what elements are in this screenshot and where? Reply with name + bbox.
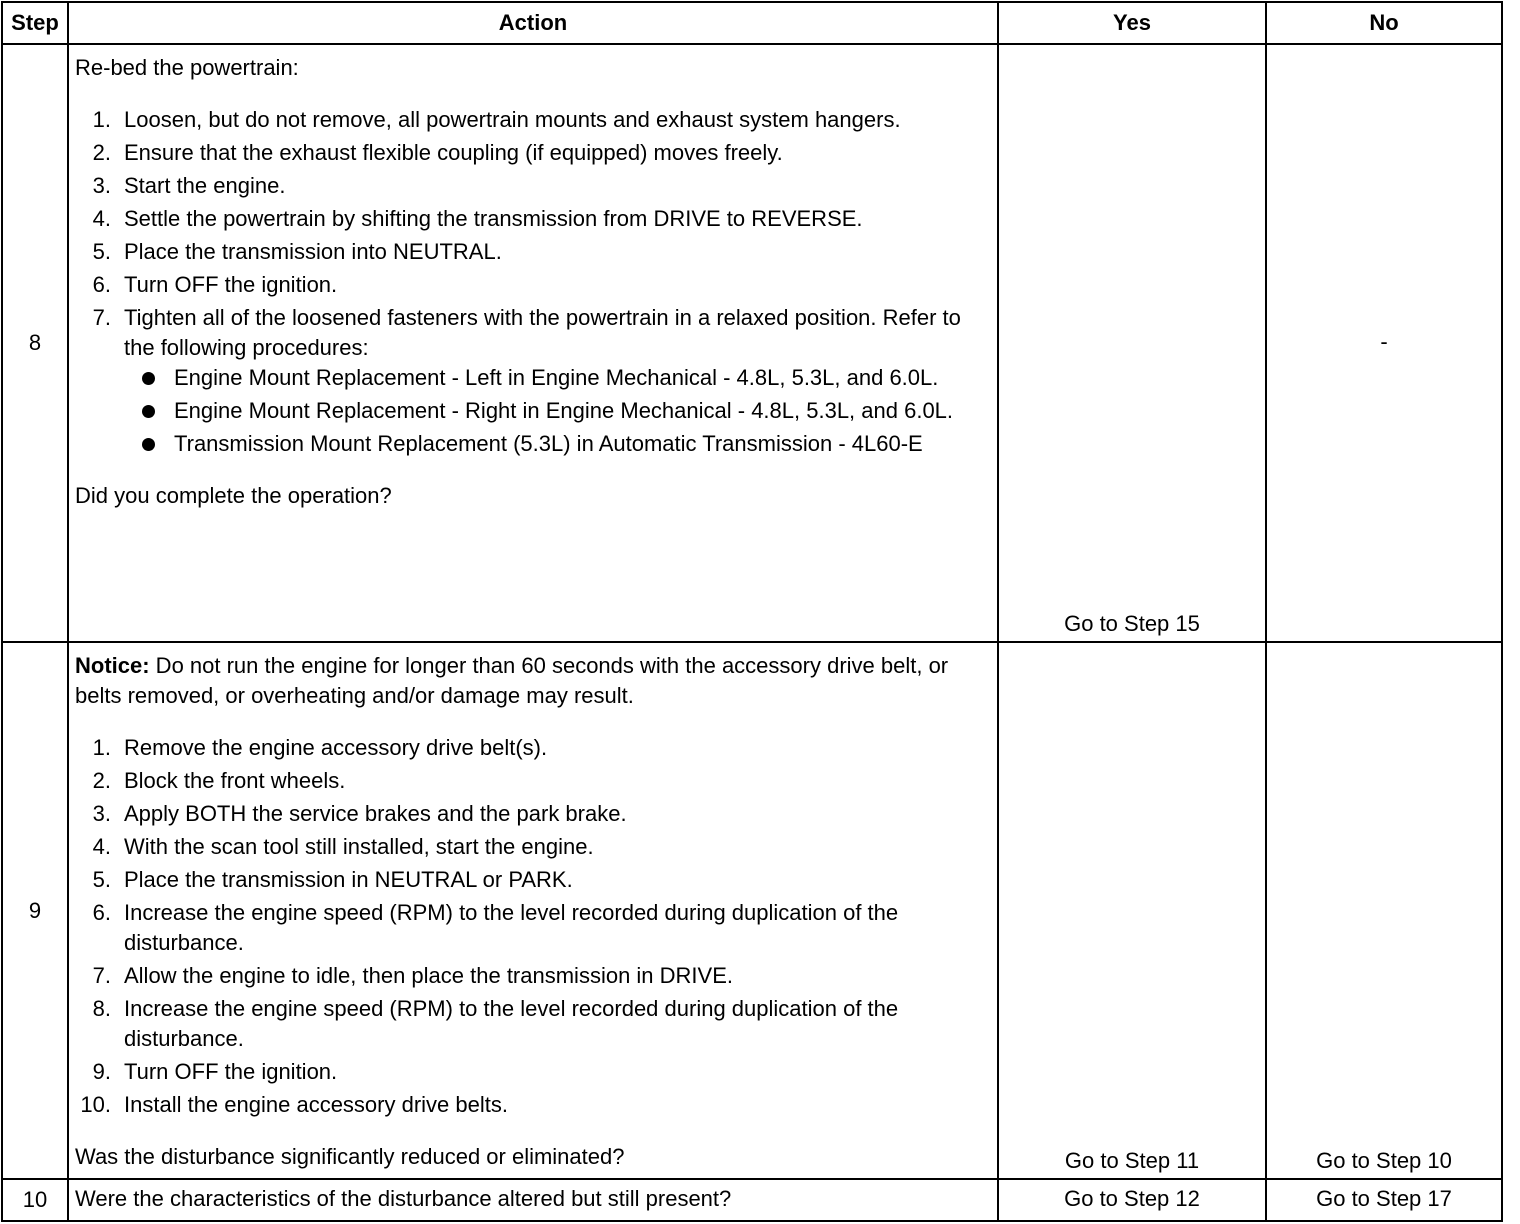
notice xyxy=(75,651,991,711)
action-cell xyxy=(68,642,998,1179)
yes-result: Go to Step 12 xyxy=(998,1179,1266,1221)
table-row xyxy=(2,44,1502,642)
step-number: 10 xyxy=(2,1179,68,1221)
reference-list xyxy=(124,363,991,459)
action-question: Did you complete the operation? xyxy=(75,483,392,508)
header-action: Action xyxy=(68,2,998,44)
list-item: 4. With the scan tool still installed, start the engine. xyxy=(92,834,594,859)
reference-item: Transmission Mount Replacement (5.3L) in Automatic Transmission - 4L60-E xyxy=(124,429,991,459)
notice-text: Do not run the engine for longer than 60 seconds with the accessory drive belt, or belts removed, or overheating and/or damage may result. xyxy=(75,653,949,708)
bullet-icon xyxy=(142,405,155,418)
list-item: 2. Ensure that the exhaust flexible coupling (if equipped) moves freely. xyxy=(92,140,783,165)
list-item: 1. Remove the engine accessory drive belt(s). xyxy=(92,735,548,760)
list-item: 1. Loosen, but do not remove, all powertrain mounts and exhaust system hangers. xyxy=(92,107,901,132)
list-item: 7. Tighten all of the loosened fasteners with the powertrain in a relaxed position. Refer to the following procedures: Engine Mount Replacement - Left in Engine Mechanical - 4.8L, 5.3L, and 6.0L. Engine Mount Replacement - Right in Engine Mechanical - 4.8L, 5.3L, and 6.0L. Transmission Mount Replacement (5.3L) in Automatic Transmission - 4L60-E xyxy=(75,303,991,459)
list-item: 5. Place the transmission in NEUTRAL or PARK. xyxy=(92,867,573,892)
table-row xyxy=(2,1179,1502,1221)
list-item: 6. Turn OFF the ignition. xyxy=(92,272,338,297)
list-item: 5. Place the transmission into NEUTRAL. xyxy=(92,239,502,264)
step-number: 8 xyxy=(2,44,68,642)
yes-result: Go to Step 11 xyxy=(998,642,1266,1179)
no-result: Go to Step 10 xyxy=(1266,642,1502,1179)
table-row xyxy=(2,642,1502,1179)
list-item: 3. Apply BOTH the service brakes and the park brake. xyxy=(92,801,627,826)
list-item: 3. Start the engine. xyxy=(92,173,286,198)
reference-item: Engine Mount Replacement - Left in Engine Mechanical - 4.8L, 5.3L, and 6.0L. xyxy=(124,363,991,393)
diagnostic-table xyxy=(1,1,1503,1222)
header-no: No xyxy=(1266,2,1502,44)
list-item: 6. Increase the engine speed (RPM) to the level recorded during duplication of the disturbance. xyxy=(92,900,899,955)
list-item: 10. Install the engine accessory drive belts. xyxy=(80,1092,508,1117)
bullet-icon xyxy=(142,372,155,385)
procedure-list xyxy=(75,733,991,1120)
action-question: Were the characteristics of the disturbance altered but still present? xyxy=(68,1179,998,1221)
list-item: 4. Settle the powertrain by shifting the transmission from DRIVE to REVERSE. xyxy=(92,206,863,231)
header-row xyxy=(2,2,1502,44)
bullet-icon xyxy=(142,438,155,451)
action-question: Was the disturbance significantly reduced or eliminated? xyxy=(75,1144,625,1169)
no-result: Go to Step 17 xyxy=(1266,1179,1502,1221)
list-item: 8. Increase the engine speed (RPM) to the level recorded during duplication of the disturbance. xyxy=(92,996,899,1051)
notice-label: Notice: xyxy=(75,653,150,678)
yes-result: Go to Step 15 xyxy=(998,44,1266,642)
step-number: 9 xyxy=(2,642,68,1179)
header-yes: Yes xyxy=(998,2,1266,44)
reference-item: Engine Mount Replacement - Right in Engine Mechanical - 4.8L, 5.3L, and 6.0L. xyxy=(124,396,991,426)
header-step: Step xyxy=(2,2,68,44)
list-item: 2. Block the front wheels. xyxy=(92,768,346,793)
list-item: 7. Allow the engine to idle, then place the transmission in DRIVE. xyxy=(92,963,733,988)
action-cell xyxy=(68,44,998,642)
no-result: - xyxy=(1266,44,1502,642)
procedure-list xyxy=(75,105,991,459)
action-intro: Re-bed the powertrain: xyxy=(75,55,299,80)
list-item: 9. Turn OFF the ignition. xyxy=(92,1059,338,1084)
